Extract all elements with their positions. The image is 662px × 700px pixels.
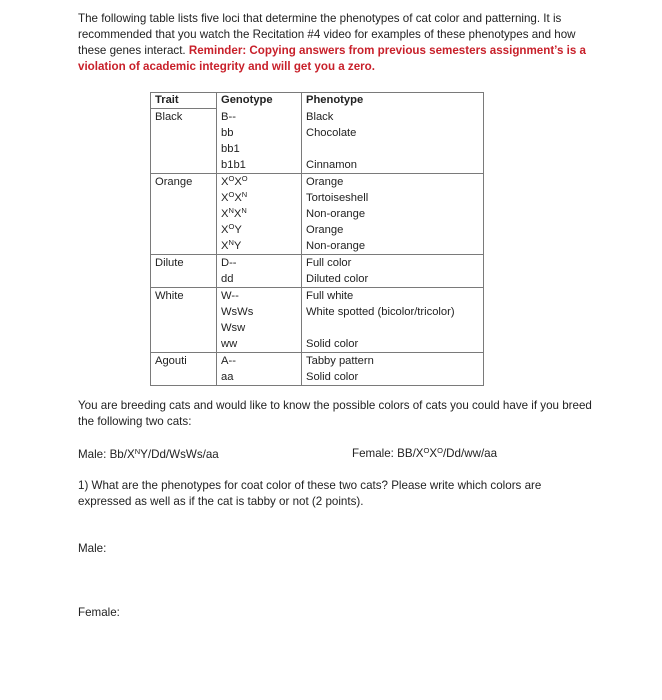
female-answer-label: Female: bbox=[78, 606, 120, 619]
genotype-cell: dd bbox=[217, 271, 302, 288]
table-row bbox=[151, 287, 484, 304]
table-header-row bbox=[151, 93, 484, 109]
phenotype-cell: Tortoiseshell bbox=[302, 190, 484, 206]
genotype-cell: WsWs bbox=[217, 304, 302, 320]
genotype-cell: $X^OX^O$ bbox=[217, 173, 302, 190]
breeding-paragraph: You are breeding cats and would like to know the possible colors of cats you could have if you breed the following two cats: bbox=[78, 399, 592, 428]
genotype-cell: ww bbox=[217, 336, 302, 353]
phenotype-cell: Solid color bbox=[302, 369, 484, 386]
phenotype-cell: Tabby pattern bbox=[302, 352, 484, 369]
phenotype-cell: Diluted color bbox=[302, 271, 484, 288]
phenotype-cell bbox=[302, 141, 484, 157]
integrity-warning: Reminder: Copying answers from previous semesters assignment’s is a violation of academic integrity and will get you a zero. bbox=[78, 44, 586, 73]
phenotype-cell: Full white bbox=[302, 287, 484, 304]
phenotype-cell: Full color bbox=[302, 254, 484, 271]
genotype-cell: b1b1 bbox=[217, 157, 302, 174]
phenotype-cell: Black bbox=[302, 109, 484, 125]
intro-paragraph bbox=[78, 11, 593, 75]
trait-cell: Dilute bbox=[151, 254, 217, 287]
header-trait: Trait bbox=[151, 93, 217, 109]
genotype-cell: Wsw bbox=[217, 320, 302, 336]
genotype-cell: B-- bbox=[217, 109, 302, 125]
phenotype-cell: Cinnamon bbox=[302, 157, 484, 174]
male-answer-label: Male: bbox=[78, 542, 107, 555]
genotype-cell: $X^NX^N$ bbox=[217, 206, 302, 222]
table-row bbox=[151, 173, 484, 190]
female-genotype: Female: $BB/X^OX^O/Dd/ww/aa$ bbox=[352, 446, 498, 460]
phenotype-cell: Chocolate bbox=[302, 125, 484, 141]
male-genotype: Male: $Bb/X^NY/Dd/WsWs/aa$ bbox=[78, 447, 219, 461]
phenotype-cell: Orange bbox=[302, 173, 484, 190]
genotype-cell: bb bbox=[217, 125, 302, 141]
question-1: 1) What are the phenotypes for coat color of these two cats? Please write which colors are expressed as well as if the cat is tabby or not (2 points). bbox=[78, 479, 542, 508]
trait-cell: Agouti bbox=[151, 352, 217, 385]
phenotype-cell bbox=[302, 320, 484, 336]
genotype-cell: aa bbox=[217, 369, 302, 386]
genotype-cell: $X^NY$ bbox=[217, 238, 302, 255]
phenotype-cell: Orange bbox=[302, 222, 484, 238]
genotype-cell: $X^OY$ bbox=[217, 222, 302, 238]
trait-cell: Orange bbox=[151, 173, 217, 254]
phenotype-cell: Non-orange bbox=[302, 206, 484, 222]
phenotype-cell: Non-orange bbox=[302, 238, 484, 255]
loci-table bbox=[150, 92, 484, 386]
phenotype-cell: Solid color bbox=[302, 336, 484, 353]
table-row bbox=[151, 254, 484, 271]
genotype-cell: $X^OX^N$ bbox=[217, 190, 302, 206]
table-row bbox=[151, 352, 484, 369]
trait-cell: White bbox=[151, 287, 217, 352]
header-genotype: Genotype bbox=[217, 93, 302, 109]
table-row bbox=[151, 109, 484, 125]
trait-cell: Black bbox=[151, 109, 217, 174]
genotype-cell: D-- bbox=[217, 254, 302, 271]
intro-text: The following table lists five loci that determine the phenotypes of cat color and patterning. It is recommended that you watch the Recitation #4 video for examples of these phenotypes and how these genes interact. bbox=[78, 12, 576, 57]
genotype-cell: bb1 bbox=[217, 141, 302, 157]
phenotype-cell: White spotted (bicolor/tricolor) bbox=[302, 304, 484, 320]
genotype-cell: W-- bbox=[217, 287, 302, 304]
header-phenotype: Phenotype bbox=[302, 93, 484, 109]
genotype-cell: A-- bbox=[217, 352, 302, 369]
